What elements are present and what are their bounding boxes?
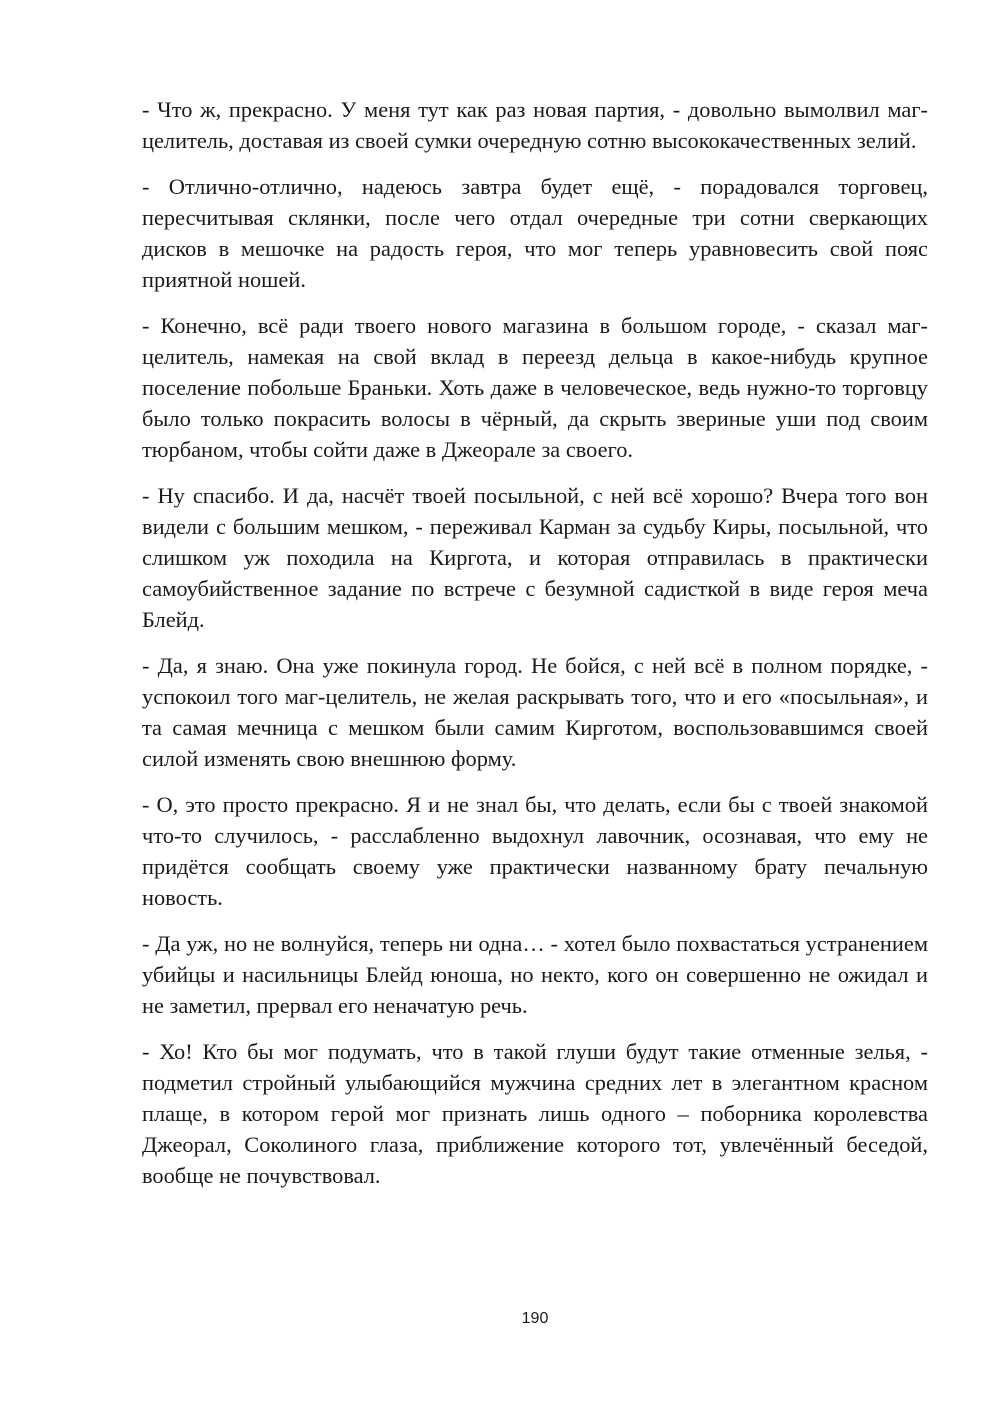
paragraph: - О, это просто прекрасно. Я и не знал бы, что делать, если бы с твоей знакомой что-то случилось, - расслабленно выдохнул лавочник, осознавая, что ему не придётся сообщать своему уже практически названному брату печальную новость.	[142, 792, 928, 910]
paragraph: - Что ж, прекрасно. У меня тут как раз новая партия, - довольно вымолвил маг-целитель, доставая из своей сумки очередную сотню высококачественных зелий.	[142, 97, 928, 153]
paragraph: - Отлично-отлично, надеюсь завтра будет ещё, - порадовался торговец, пересчитывая склянки, после чего отдал очередные три сотни сверкающих дисков в мешочке на радость героя, что мог теперь уравновесить свой пояс приятной ношей.	[142, 174, 928, 292]
paragraph: - Конечно, всё ради твоего нового магазина в большом городе, - сказал маг-целитель, намекая на свой вклад в переезд дельца в какое-нибудь крупное поселение побольше Браньки. Хоть даже в человеческое, ведь нужно-то торговцу было только покрасить волосы в чёрный, да скрыть звериные уши под своим тюрбаном, чтобы сойти даже в Джеорале за своего.	[142, 313, 928, 462]
paragraph: - Ну спасибо. И да, насчёт твоей посыльной, с ней всё хорошо? Вчера того вон видели с большим мешком, - переживал Карман за судьбу Киры, посыльной, что слишком уж походила на Киргота, и которая отправилась в практически самоубийственное задание по встрече с безумной садисткой в виде героя меча Блейд.	[142, 483, 928, 632]
body-text	[142, 94, 928, 1206]
paragraph: - Да, я знаю. Она уже покинула город. Не бойся, с ней всё в полном порядке, - успокоил того маг-целитель, не желая раскрывать того, что и его «посыльная», и та самая мечница с мешком были самим Кирготом, воспользовавшимся своей силой изменять свою внешнюю форму.	[142, 653, 928, 771]
paragraph: - Хо! Кто бы мог подумать, что в такой глуши будут такие отменные зелья, - подметил стройный улыбающийся мужчина средних лет в элегантном красном плаще, в котором герой мог признать лишь одного – поборника королевства Джеорал, Соколиного глаза, приближение которого тот, увлечённый беседой, вообще не почувствовал.	[142, 1039, 928, 1188]
paragraph: - Да уж, но не волнуйся, теперь ни одна… - хотел было похвастаться устранением убийцы и насильницы Блейд юноша, но некто, кого он совершенно не ожидал и не заметил, прервал его неначатую речь.	[142, 931, 928, 1018]
page-number: 190	[521, 1310, 549, 1327]
